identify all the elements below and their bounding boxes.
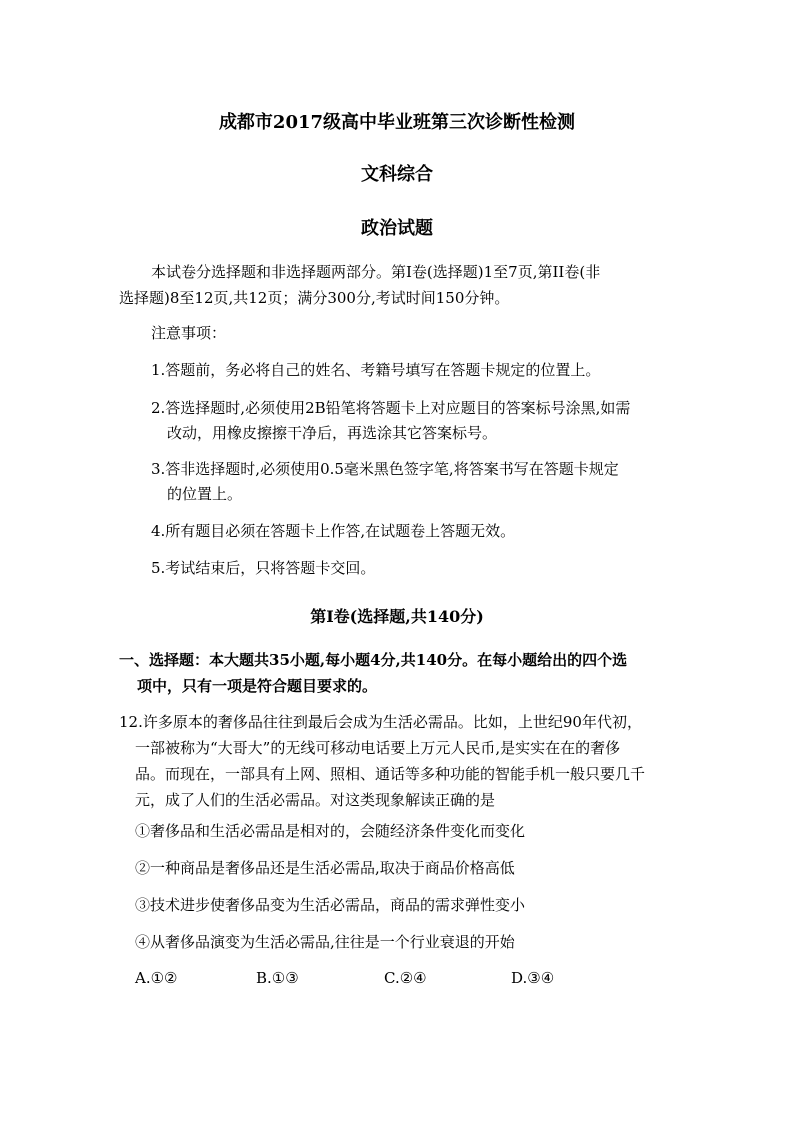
question-12-line-4: 元，成了人们的生活必需品。对这类现象解读正确的是 [135, 791, 496, 809]
option-d: D.③④ [511, 969, 555, 987]
option-c: C.②④ [384, 969, 427, 987]
section-1-title: 第I卷(选择题,共140分) [310, 607, 484, 626]
notes-heading: 注意事项： [151, 324, 227, 342]
statement-2: ②一种商品是奢侈品还是生活必需品,取决于商品价格高低 [135, 859, 515, 877]
statement-1: ①奢侈品和生活必需品是相对的，会随经济条件变化而变化 [135, 822, 526, 840]
paper-title: 政治试题 [361, 218, 433, 239]
note-item-3-line-2: 的位置上。 [167, 485, 243, 503]
note-item-2-line-2: 改动，用橡皮擦擦干净后，再选涂其它答案标号。 [167, 424, 498, 442]
section-1-instruction-line-1: 一、选择题：本大题共35小题,每小题4分,共140分。在每小题给出的四个选 [119, 651, 628, 669]
exam-title: 成都市2017级高中毕业班第三次诊断性检测 [218, 112, 576, 133]
note-item-1: 1.答题前，务必将自己的姓名、考籍号填写在答题卡规定的位置上。 [151, 361, 601, 379]
note-item-3-line-1: 3.答非选择题时,必须使用0.5毫米黑色签字笔,将答案书写在答题卡规定 [151, 460, 619, 478]
intro-line-1: 本试卷分选择题和非选择题两部分。第I卷(选择题)1至7页,第II卷(非 [151, 263, 601, 281]
section-1-instruction-line-2: 项中，只有一项是符合题目要求的。 [137, 677, 378, 695]
statement-3: ③技术进步使奢侈品变为生活必需品，商品的需求弹性变小 [135, 896, 526, 914]
statement-4: ④从奢侈品演变为生活必需品,往往是一个行业衰退的开始 [135, 933, 515, 951]
question-12-line-3: 品。而现在，一部具有上网、照相、通话等多种功能的智能手机一般只要几千 [135, 765, 646, 783]
note-item-4: 4.所有题目必须在答题卡上作答,在试题卷上答题无效。 [151, 522, 516, 540]
option-b: B.①③ [256, 969, 299, 987]
question-12-line-2: 一部被称为“大哥大”的无线可移动电话要上万元人民币,是实实在在的奢侈 [135, 739, 621, 757]
option-a: A.①② [135, 969, 178, 987]
subject-title: 文科综合 [361, 164, 433, 185]
intro-line-2: 选择题)8至12页,共12页；满分300分,考试时间150分钟。 [119, 289, 510, 307]
note-item-5: 5.考试结束后，只将答题卡交回。 [151, 559, 376, 577]
question-12-line-1: 12.许多原本的奢侈品往往到最后会成为生活必需品。比如，上世纪90年代初， [119, 713, 642, 731]
note-item-2-line-1: 2.答选择题时,必须使用2B铅笔将答题卡上对应题目的答案标号涂黑,如需 [151, 399, 631, 417]
